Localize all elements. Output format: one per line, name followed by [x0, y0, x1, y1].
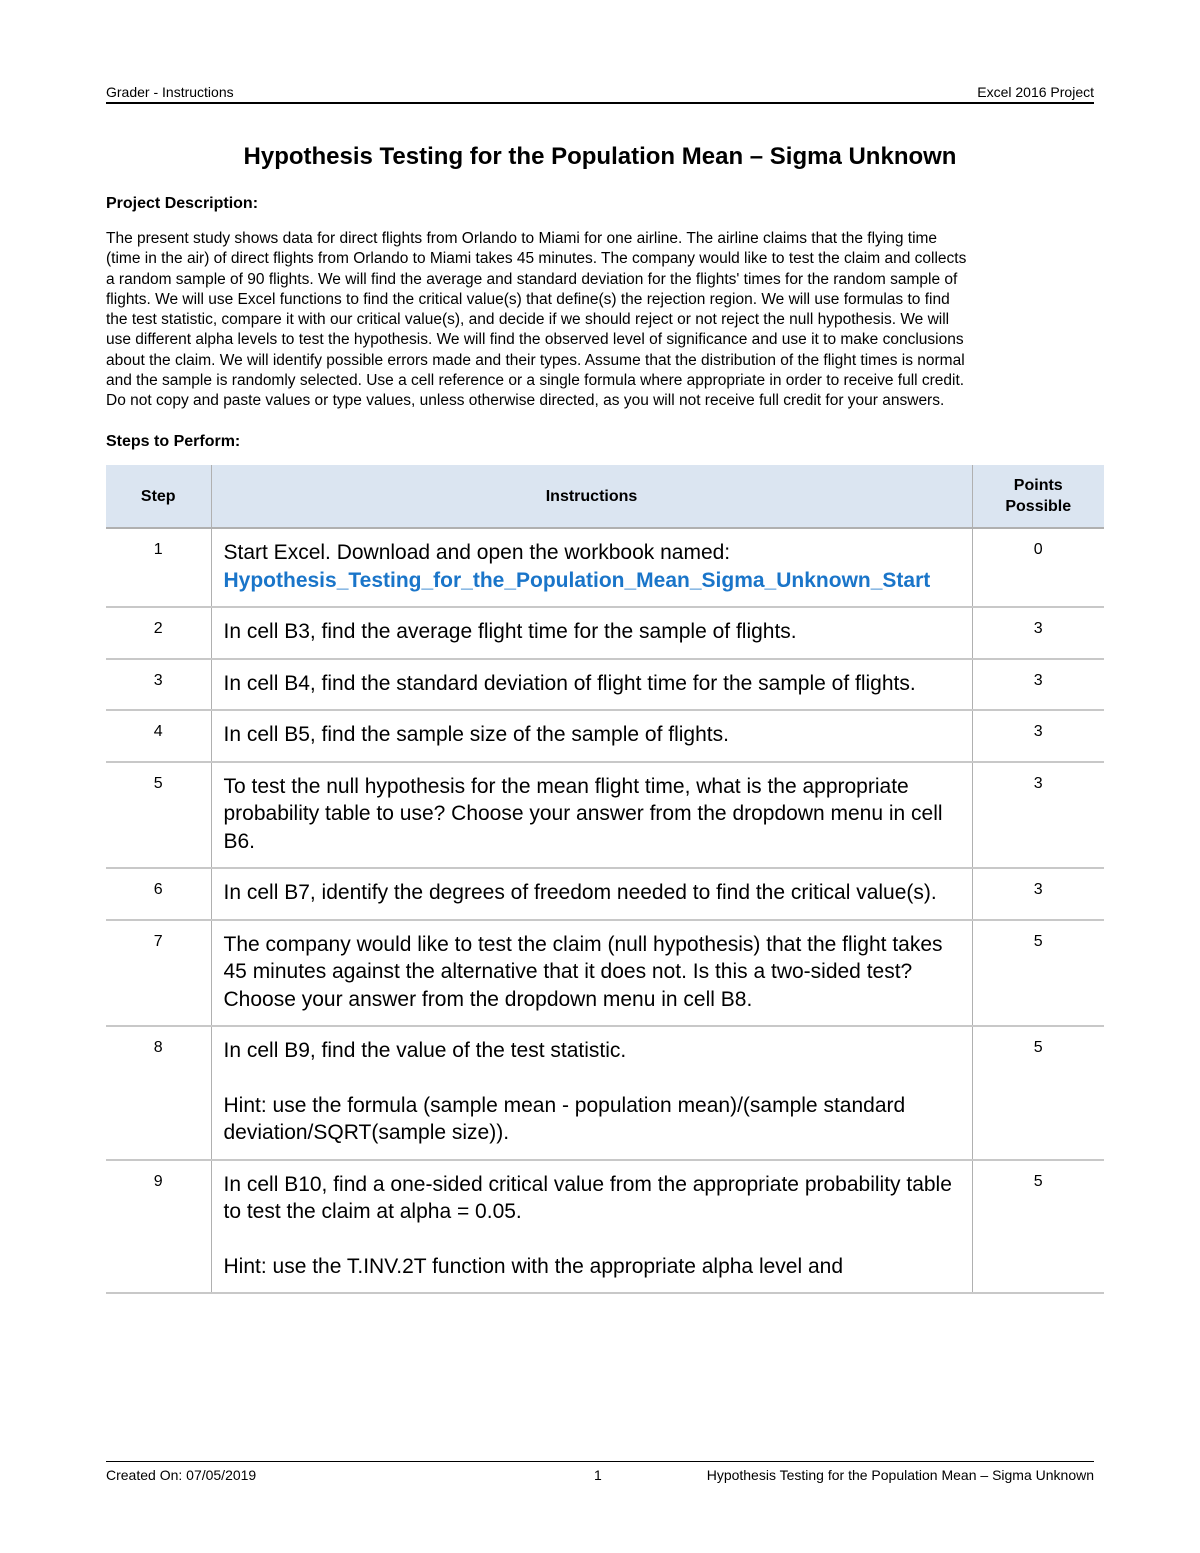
- step-instructions: [211, 1026, 972, 1160]
- instruction-text: In cell B4, find the standard deviation of flight time for the sample of flights.: [223, 671, 916, 695]
- table-row: [106, 1026, 1104, 1160]
- points-possible: 5: [972, 1026, 1104, 1160]
- column-header-instructions: Instructions: [211, 465, 972, 528]
- table-row: [106, 868, 1104, 920]
- description-line: The present study shows data for direct flights from Orlando to Miami for one airline. The airline claims that the flying time: [106, 230, 938, 247]
- table-row: [106, 659, 1104, 711]
- description-line: use different alpha levels to test the hypothesis. We will find the observed level of significance and use it to make conclusions: [106, 331, 964, 349]
- description-line: flights. We will use Excel functions to find the critical value(s) that define(s) the rejection region. We will use formulas to find: [106, 290, 950, 308]
- description-line: Do not copy and paste values or type values, unless otherwise directed, as you will not receive full credit for your answers.: [106, 392, 945, 410]
- instruction-text: In cell B10, find a one-sided critical value from the appropriate probability table to test the claim at alpha = 0.05.: [223, 1172, 952, 1223]
- table-header-row: [106, 465, 1104, 528]
- step-instructions: [211, 659, 972, 711]
- step-number: 6: [106, 868, 211, 920]
- table-row: [106, 920, 1104, 1027]
- points-possible: 3: [972, 868, 1104, 920]
- table-row: [106, 762, 1104, 869]
- instruction-text: The company would like to test the claim (null hypothesis) that the flight takes 45 minutes against the alternative that it does not. Is this a two-sided test? Choose your answer from the dropdown menu in cell B8.: [223, 932, 943, 1011]
- instruction-text: In cell B9, find the value of the test statistic.: [223, 1039, 627, 1062]
- column-header-points: [972, 465, 1104, 528]
- points-possible: 5: [972, 920, 1104, 1027]
- step-instructions: [211, 528, 972, 607]
- footer-page-number: 1: [594, 1467, 602, 1483]
- description-line: the test statistic, compare it with our critical value(s), and decide if we should reject or not reject the null hypothesis. We will: [106, 311, 950, 329]
- table-row: [106, 1160, 1104, 1294]
- points-possible: 3: [972, 607, 1104, 659]
- step-instructions: [211, 607, 972, 659]
- footer-created-date: Created On: 07/05/2019: [106, 1467, 257, 1483]
- description-line: a random sample of 90 flights. We will find the average and standard deviation for the flights' times for the random sample of: [106, 270, 958, 288]
- description-line: and the sample is randomly selected. Use a cell reference or a single formula where appropriate in order to receive full credit.: [106, 372, 965, 390]
- step-instructions: [211, 762, 972, 869]
- instruction-text: In cell B3, find the average flight time for the sample of flights.: [223, 620, 797, 643]
- page-footer: [106, 1461, 1094, 1484]
- step-instructions: [211, 868, 972, 920]
- column-header-step: Step: [106, 465, 211, 528]
- points-possible: 3: [972, 659, 1104, 711]
- footer-title: Hypothesis Testing for the Population Mean – Sigma Unknown: [706, 1467, 1094, 1483]
- paragraph-gap: [224, 1065, 960, 1092]
- paragraph-gap: [224, 1226, 960, 1253]
- instruction-text: In cell B5, find the sample size of the sample of flights.: [223, 723, 729, 746]
- table-row: [106, 710, 1104, 762]
- steps-heading: Steps to Perform:: [106, 433, 241, 450]
- step-number: 2: [106, 607, 211, 659]
- instruction-text: In cell B7, identify the degrees of freedom needed to find the critical value(s).: [223, 881, 937, 904]
- step-number: 7: [106, 920, 211, 1027]
- header-left-text: Grader - Instructions: [106, 84, 234, 100]
- step-instructions: [211, 920, 972, 1027]
- points-possible: 5: [972, 1160, 1104, 1294]
- instruction-text: To test the null hypothesis for the mean flight time, what is the appropriate probability table to use? Choose your answer from the dropdown menu in cell B6.: [223, 774, 943, 853]
- step-number: 1: [106, 528, 211, 607]
- points-header-line: Points: [1013, 477, 1063, 494]
- step-number: 4: [106, 710, 211, 762]
- document-title: Hypothesis Testing for the Population Mean – Sigma Unknown: [243, 143, 957, 170]
- points-possible: 3: [972, 710, 1104, 762]
- step-number: 8: [106, 1026, 211, 1160]
- step-number: 9: [106, 1160, 211, 1294]
- description-line: about the claim. We will identify possible errors made and their types. Assume that the distribution of the flight times is normal: [106, 351, 965, 369]
- description-line: (time in the air) of direct flights from Orlando to Miami takes 45 minutes. The company would like to test the claim and collects: [106, 250, 967, 268]
- project-description-heading: Project Description:: [106, 195, 259, 212]
- points-header-line: Possible: [1005, 498, 1072, 515]
- steps-table: [106, 465, 1104, 1294]
- step-number: 3: [106, 659, 211, 711]
- step-number: 5: [106, 762, 211, 869]
- points-possible: 3: [972, 762, 1104, 869]
- table-row: [106, 528, 1104, 607]
- instruction-hint: Hint: use the formula (sample mean - population mean)/(sample standard deviation/SQRT(sample size)).: [223, 1093, 906, 1144]
- step-instructions: [211, 1160, 972, 1294]
- header-right-text: Excel 2016 Project: [977, 84, 1094, 100]
- page-header: [106, 82, 1094, 104]
- points-possible: 0: [972, 528, 1104, 607]
- instruction-hint: Hint: use the T.INV.2T function with the appropriate alpha level and: [223, 1254, 844, 1278]
- table-row: [106, 607, 1104, 659]
- instruction-text: Start Excel. Download and open the workbook named:: [223, 541, 731, 564]
- step-instructions: [211, 710, 972, 762]
- project-description: [106, 229, 1094, 412]
- workbook-name-link[interactable]: Hypothesis_Testing_for_the_Population_Mean_Sigma_Unknown_Start: [223, 568, 931, 592]
